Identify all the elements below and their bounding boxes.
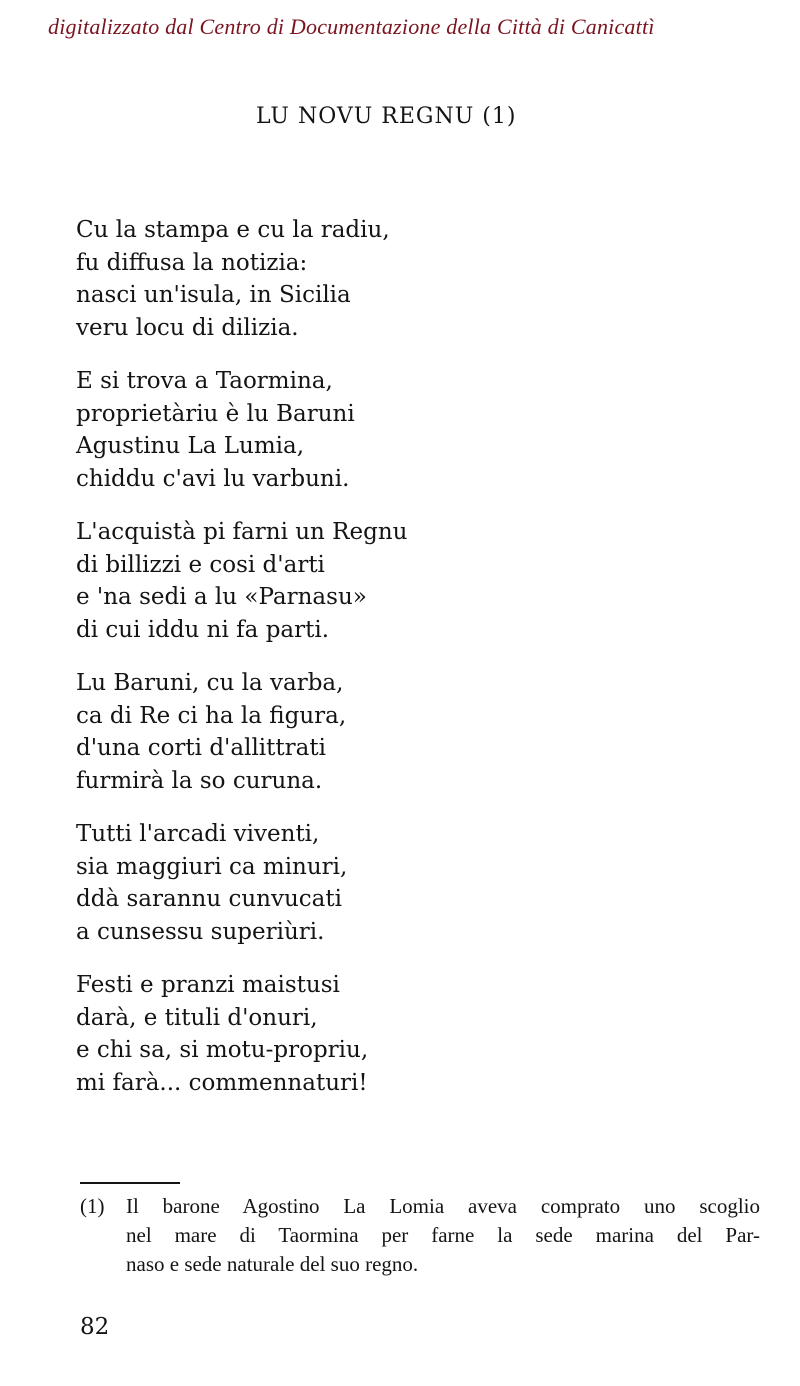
page-number: 82 xyxy=(80,1314,110,1340)
poem-body xyxy=(76,214,596,1120)
verse-line: veru locu di dilizia. xyxy=(76,314,299,341)
verse-line: darà, e tituli d'onuri, xyxy=(76,1004,318,1031)
verse-line: L'acquistà pi farni un Regnu xyxy=(76,519,408,545)
footnote-marker: (1) xyxy=(80,1194,105,1218)
verse-line: a cunsessu superiùri. xyxy=(76,918,325,945)
footnote xyxy=(80,1192,760,1279)
verse-line: proprietàriu è lu Baruni xyxy=(76,400,355,427)
verse-line: furmirà la so curuna. xyxy=(76,767,323,794)
verse-line: di cui iddu ni fa parti. xyxy=(76,616,330,643)
verse-line: Tutti l'arcadi viventi, xyxy=(76,821,320,847)
footnote-line: Il barone Agostino La Lomia aveva comprato uno scoglio xyxy=(126,1194,760,1218)
verse-line: Festi e pranzi maistusi xyxy=(76,972,340,998)
stanza xyxy=(76,969,596,1099)
stanza xyxy=(76,365,596,495)
verse-line: nasci un'isula, in Sicilia xyxy=(76,282,351,308)
verse-line: e chi sa, si motu-propriu, xyxy=(76,1037,369,1063)
verse-line: ca di Re ci ha la figura, xyxy=(76,702,347,729)
footnote-line: nel mare di Taormina per farne la sede marina del Par- xyxy=(126,1223,760,1247)
stanza xyxy=(76,818,596,948)
verse-line: sia maggiuri ca minuri, xyxy=(76,853,348,880)
digitization-watermark: digitalizzato dal Centro di Documentazione della Città di Canicattì xyxy=(48,14,655,39)
verse-line: fu diffusa la notizia: xyxy=(76,249,308,276)
footnote-line: naso e sede naturale del suo regno. xyxy=(126,1252,419,1276)
verse-line: mi farà... commennaturi! xyxy=(76,1069,368,1096)
verse-line: e 'na sedi a lu «Parnasu» xyxy=(76,584,367,610)
stanza xyxy=(76,214,596,344)
verse-line: chiddu c'avi lu varbuni. xyxy=(76,465,350,492)
verse-line: Cu la stampa e cu la radiu, xyxy=(76,217,390,243)
verse-line: ddà sarannu cunvucati xyxy=(76,886,342,912)
stanza xyxy=(76,516,596,646)
stanza xyxy=(76,667,596,797)
verse-line: E si trova a Taormina, xyxy=(76,368,333,394)
verse-line: Agustinu La Lumia, xyxy=(76,433,305,459)
footnote-divider xyxy=(80,1182,180,1184)
verse-line: Lu Baruni, cu la varba, xyxy=(76,670,344,696)
verse-line: di billizzi e cosi d'arti xyxy=(76,551,325,578)
poem-title: LU NOVU REGNU (1) xyxy=(256,104,517,129)
verse-line: d'una corti d'allittrati xyxy=(76,735,326,761)
